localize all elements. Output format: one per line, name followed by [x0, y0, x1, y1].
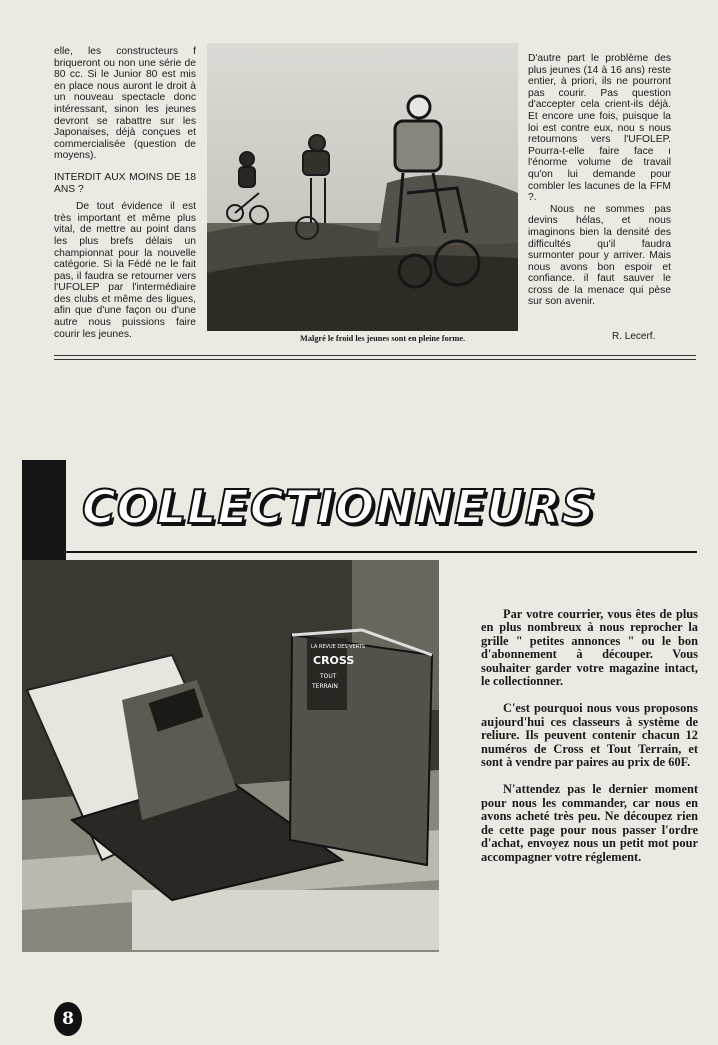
separator-rule-bottom — [54, 359, 696, 360]
page-number: 8 — [54, 1002, 82, 1036]
banner-title: COLLECTIONNEURS — [82, 480, 596, 534]
binder-spine-line1: LA REVUE DES VERTS — [311, 644, 366, 650]
separator-rule-top — [54, 355, 696, 356]
collectionneurs-text — [481, 608, 698, 878]
photo-caption: Malgré le froid les jeunes sont en pleine forme. — [300, 334, 466, 343]
collectionneurs-paragraph-3: N'attendez pas le dernier moment pour nous les commander, car nous en avons acheté très peu. Ne découpez rien de cette page pour nous passer l'ordre d'achat, envoyez nous un petit mot pour accompagner votre réglement. — [481, 782, 698, 864]
collectionneurs-paragraph-1: Par votre courrier, vous êtes de plus en plus nombreux à nous reprocher la grille " petites annonces " ou le bon d'abonnement à découper. Vous souhaiter garder votre magazine intact, le collectionner. — [481, 607, 698, 689]
collectionneurs-paragraph-2: C'est pourquoi nous vous proposons aujourd'hui ces classeurs à système de reliure. Ils peuvent contenir chacun 12 numéros de Cross et Tout Terrain, et sont à vendre par paires au prix de 60F. — [481, 701, 698, 770]
binder-spine-line4: TERRAIN — [312, 683, 338, 690]
binders-photo — [22, 560, 439, 952]
binder-spine-line2: CROSS — [313, 654, 355, 667]
right-paragraph-1: D'autre part le problème des plus jeunes (14 à 16 ans) reste entier, à priori, ils ne pourront pas courir. Pas question d'accepter cela crient-ils déjà. Et encore une fois, puisque la loi est contre eux, nou s nous retournons vers l'UFOLEP. Pourra-t-elle faire face ı l'énorme volume de travail qu'on lui demande pour combler les lacunes de la FFM ?. — [528, 53, 671, 204]
binder-spine-line3: TOUT — [320, 673, 337, 680]
right-paragraph-2: Nous ne sommes pas devins hélas, et nous imaginons bien la densité des difficultés qu'il faudra surmonter pour y arriver. Mais nous avons bon espoir et confiance. il faut sauver le cross de la menace qui pèse sur son avenir. — [528, 203, 671, 308]
left-text-column — [54, 46, 196, 340]
banner-frame-vertical — [22, 460, 66, 572]
banner-underline — [66, 551, 697, 553]
section-heading: INTERDIT AUX MOINS DE 18 ANS ? — [54, 171, 196, 195]
motocross-photo — [207, 43, 518, 331]
left-paragraph-1: elle, les constructeurs f briqueront ou non une série de 80 cc. Si le Junior 80 est mis en place nous auront le droit à un nouveau spectacle donc intéressant, sinon les jeunes devront se rabattre sur les Japonaises, déjà conçues et commercialisée (question de moyens). — [54, 46, 196, 162]
left-paragraph-2: De tout évidence il est très important et même plus vital, de mettre au point dans les plus brefs délais un championnat pour la nouvelle catégorie. Si la Fédé ne le fait pas, il faudra se retourner vers l'UFOLEP par l'intermédiaire des clubs et même des ligues, afin que d'une façon ou d'une autre nous puissions faire courir les jeunes. — [54, 201, 196, 340]
motocross-riders-illustration — [207, 43, 518, 331]
right-text-column — [528, 53, 671, 308]
binders-illustration — [22, 560, 439, 952]
author-signature: R. Lecerf. — [612, 331, 656, 342]
